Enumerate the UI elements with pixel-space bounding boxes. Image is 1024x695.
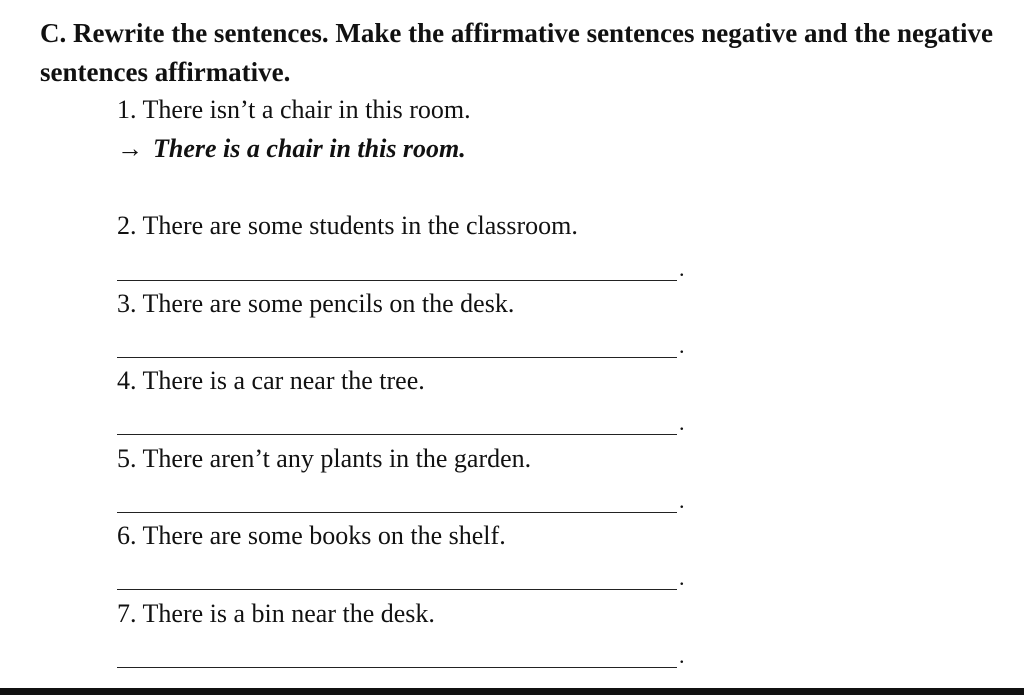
blank-period: . <box>679 333 685 358</box>
sentence-2: 2. There are some students in the classroom. <box>117 211 578 240</box>
answer-blank-2[interactable] <box>117 256 685 281</box>
answer-blank-4[interactable] <box>117 410 685 435</box>
example-answer-text: There is a chair in this room. <box>153 134 466 163</box>
blank-period: . <box>679 488 685 513</box>
sentence-5: 5. There aren’t any plants in the garden. <box>117 444 532 473</box>
bottom-border <box>0 688 1024 695</box>
example-answer <box>117 134 466 164</box>
sentence-3: 3. There are some pencils on the desk. <box>117 289 515 318</box>
sentence-6: 6. There are some books on the shelf. <box>117 521 506 550</box>
answer-blank-6[interactable] <box>117 565 685 590</box>
answer-blank-7[interactable] <box>117 643 685 668</box>
answer-blank-5[interactable] <box>117 488 685 513</box>
blank-period: . <box>679 256 685 281</box>
arrow-icon: → <box>117 134 143 163</box>
answer-blank-3[interactable] <box>117 333 685 358</box>
sentence-1: 1. There isn’t a chair in this room. <box>117 95 471 124</box>
blank-period: . <box>679 643 685 668</box>
exercise-instructions: C. Rewrite the sentences. Make the affirmative sentences negative and the negative sentences affirmative. <box>40 18 994 87</box>
blank-period: . <box>679 410 685 435</box>
sentence-4: 4. There is a car near the tree. <box>117 366 425 395</box>
sentence-7: 7. There is a bin near the desk. <box>117 599 435 628</box>
blank-period: . <box>679 565 685 590</box>
